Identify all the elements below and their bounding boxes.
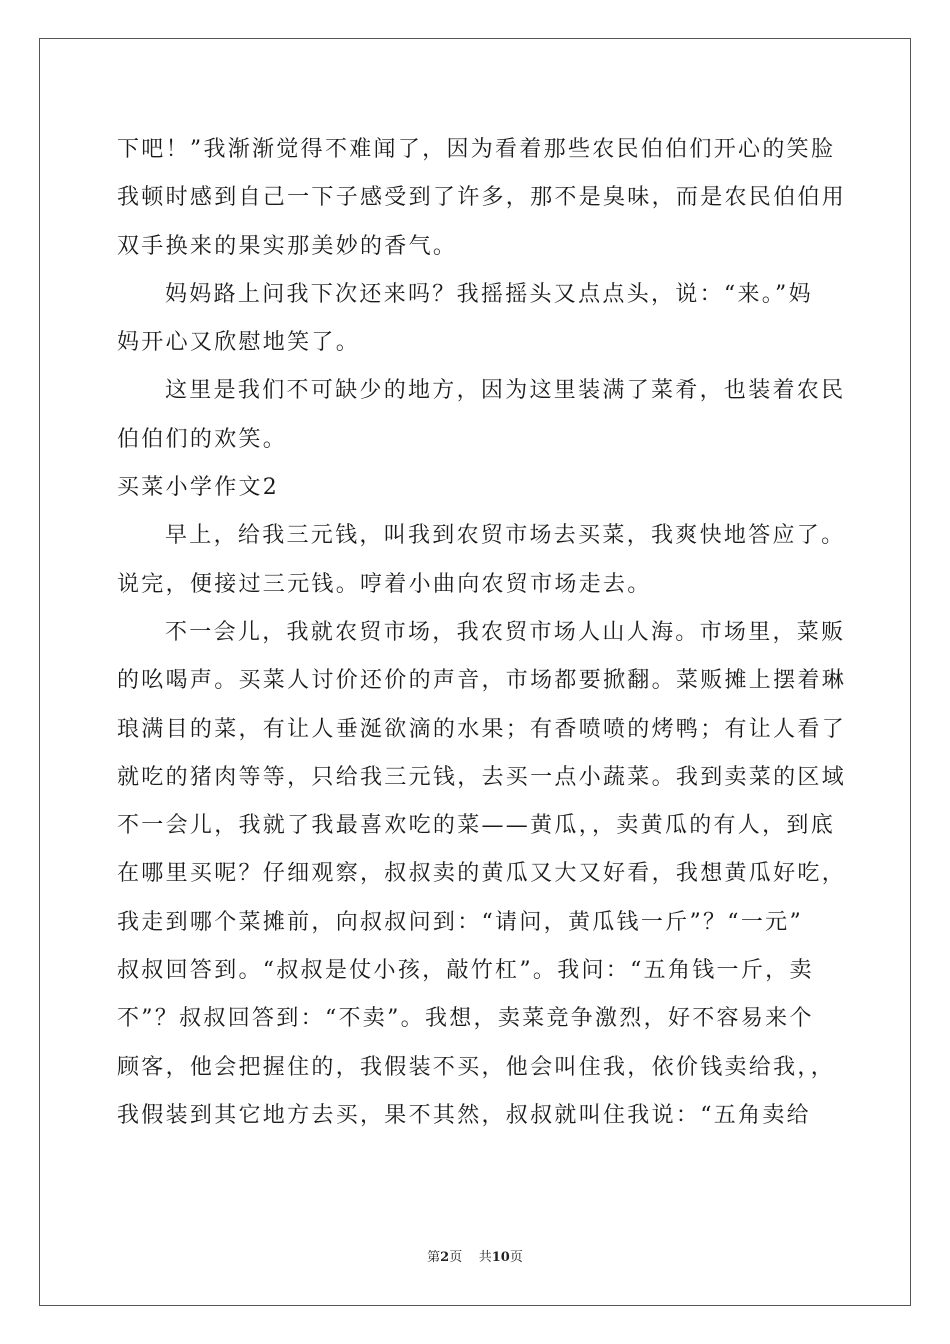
page-prefix: 第 xyxy=(427,1250,441,1265)
total-pages: 10 xyxy=(491,1250,510,1265)
section-heading: 买菜小学作文2 xyxy=(117,475,280,501)
page-suffix: 页 xyxy=(449,1250,463,1265)
paragraph-start-line: 早上，给我三元钱，叫我到农贸市场去买菜，我爽快地答应了。 xyxy=(165,523,846,549)
paragraph-start-line: 妈妈路上问我下次还来吗？我摇摇头又点点头，说：“来。”妈 xyxy=(165,281,813,307)
text-line: 在哪里买呢？仔细观察，叔叔卖的黄瓜又大又好看，我想黄瓜好吃， xyxy=(117,861,847,887)
page-footer xyxy=(0,1246,950,1265)
total-suffix: 页 xyxy=(509,1250,523,1265)
paragraph-start-line: 不一会儿，我就农贸市场，我农贸市场人山人海。市场里，菜贩 xyxy=(165,619,846,645)
text-line: 琅满目的菜，有让人垂涎欲滴的水果；有香喷喷的烤鸭；有让人看了 xyxy=(117,716,847,742)
total-prefix: 共 xyxy=(478,1250,492,1265)
text-line: 妈开心又欣慰地笑了。 xyxy=(117,330,361,356)
document-body xyxy=(117,126,847,1140)
text-line: 下吧！”我渐渐觉得不难闻了，因为看着那些农民伯伯们开心的笑脸 xyxy=(117,137,836,162)
paragraph-start-line: 这里是我们不可缺少的地方，因为这里装满了菜肴，也装着农民 xyxy=(165,378,846,404)
text-line: 的吆喝声。买菜人讨价还价的声音，市场都要掀翻。菜贩摊上摆着琳 xyxy=(117,668,847,694)
text-line: 就吃的猪肉等等，只给我三元钱，去买一点小蔬菜。我到卖菜的区域 xyxy=(117,764,847,790)
text-line: 不”？叔叔回答到：“不卖”。我想，卖菜竞争激烈，好不容易来个 xyxy=(117,1006,814,1032)
text-line: 顾客，他会把握住的，我假装不买，他会叫住我，依价钱卖给我，， xyxy=(117,1054,836,1080)
text-line: 我顿时感到自己一下子感受到了许多，那不是臭味，而是农民伯伯用 xyxy=(117,185,847,211)
text-line: 叔叔回答到。“叔叔是仗小孩，敲竹杠”。我问：“五角钱一斤，卖 xyxy=(117,958,814,984)
text-line: 不一会儿，我就了我最喜欢吃的菜——黄瓜，，卖黄瓜的有人，到底 xyxy=(117,813,836,839)
text-line: 我假装到其它地方去买，果不其然，叔叔就叫住我说：“五角卖给 xyxy=(117,1102,811,1128)
text-line: 我走到哪个菜摊前，向叔叔问到：“请问，黄瓜钱一斤”？“一元” xyxy=(117,909,803,935)
text-line: 伯伯们的欢笑。 xyxy=(117,426,288,452)
text-line: 说完，便接过三元钱。哼着小曲向农贸市场走去。 xyxy=(117,571,652,597)
text-line: 双手换来的果实那美妙的香气。 xyxy=(117,233,458,259)
page-number: 2 xyxy=(440,1250,450,1265)
